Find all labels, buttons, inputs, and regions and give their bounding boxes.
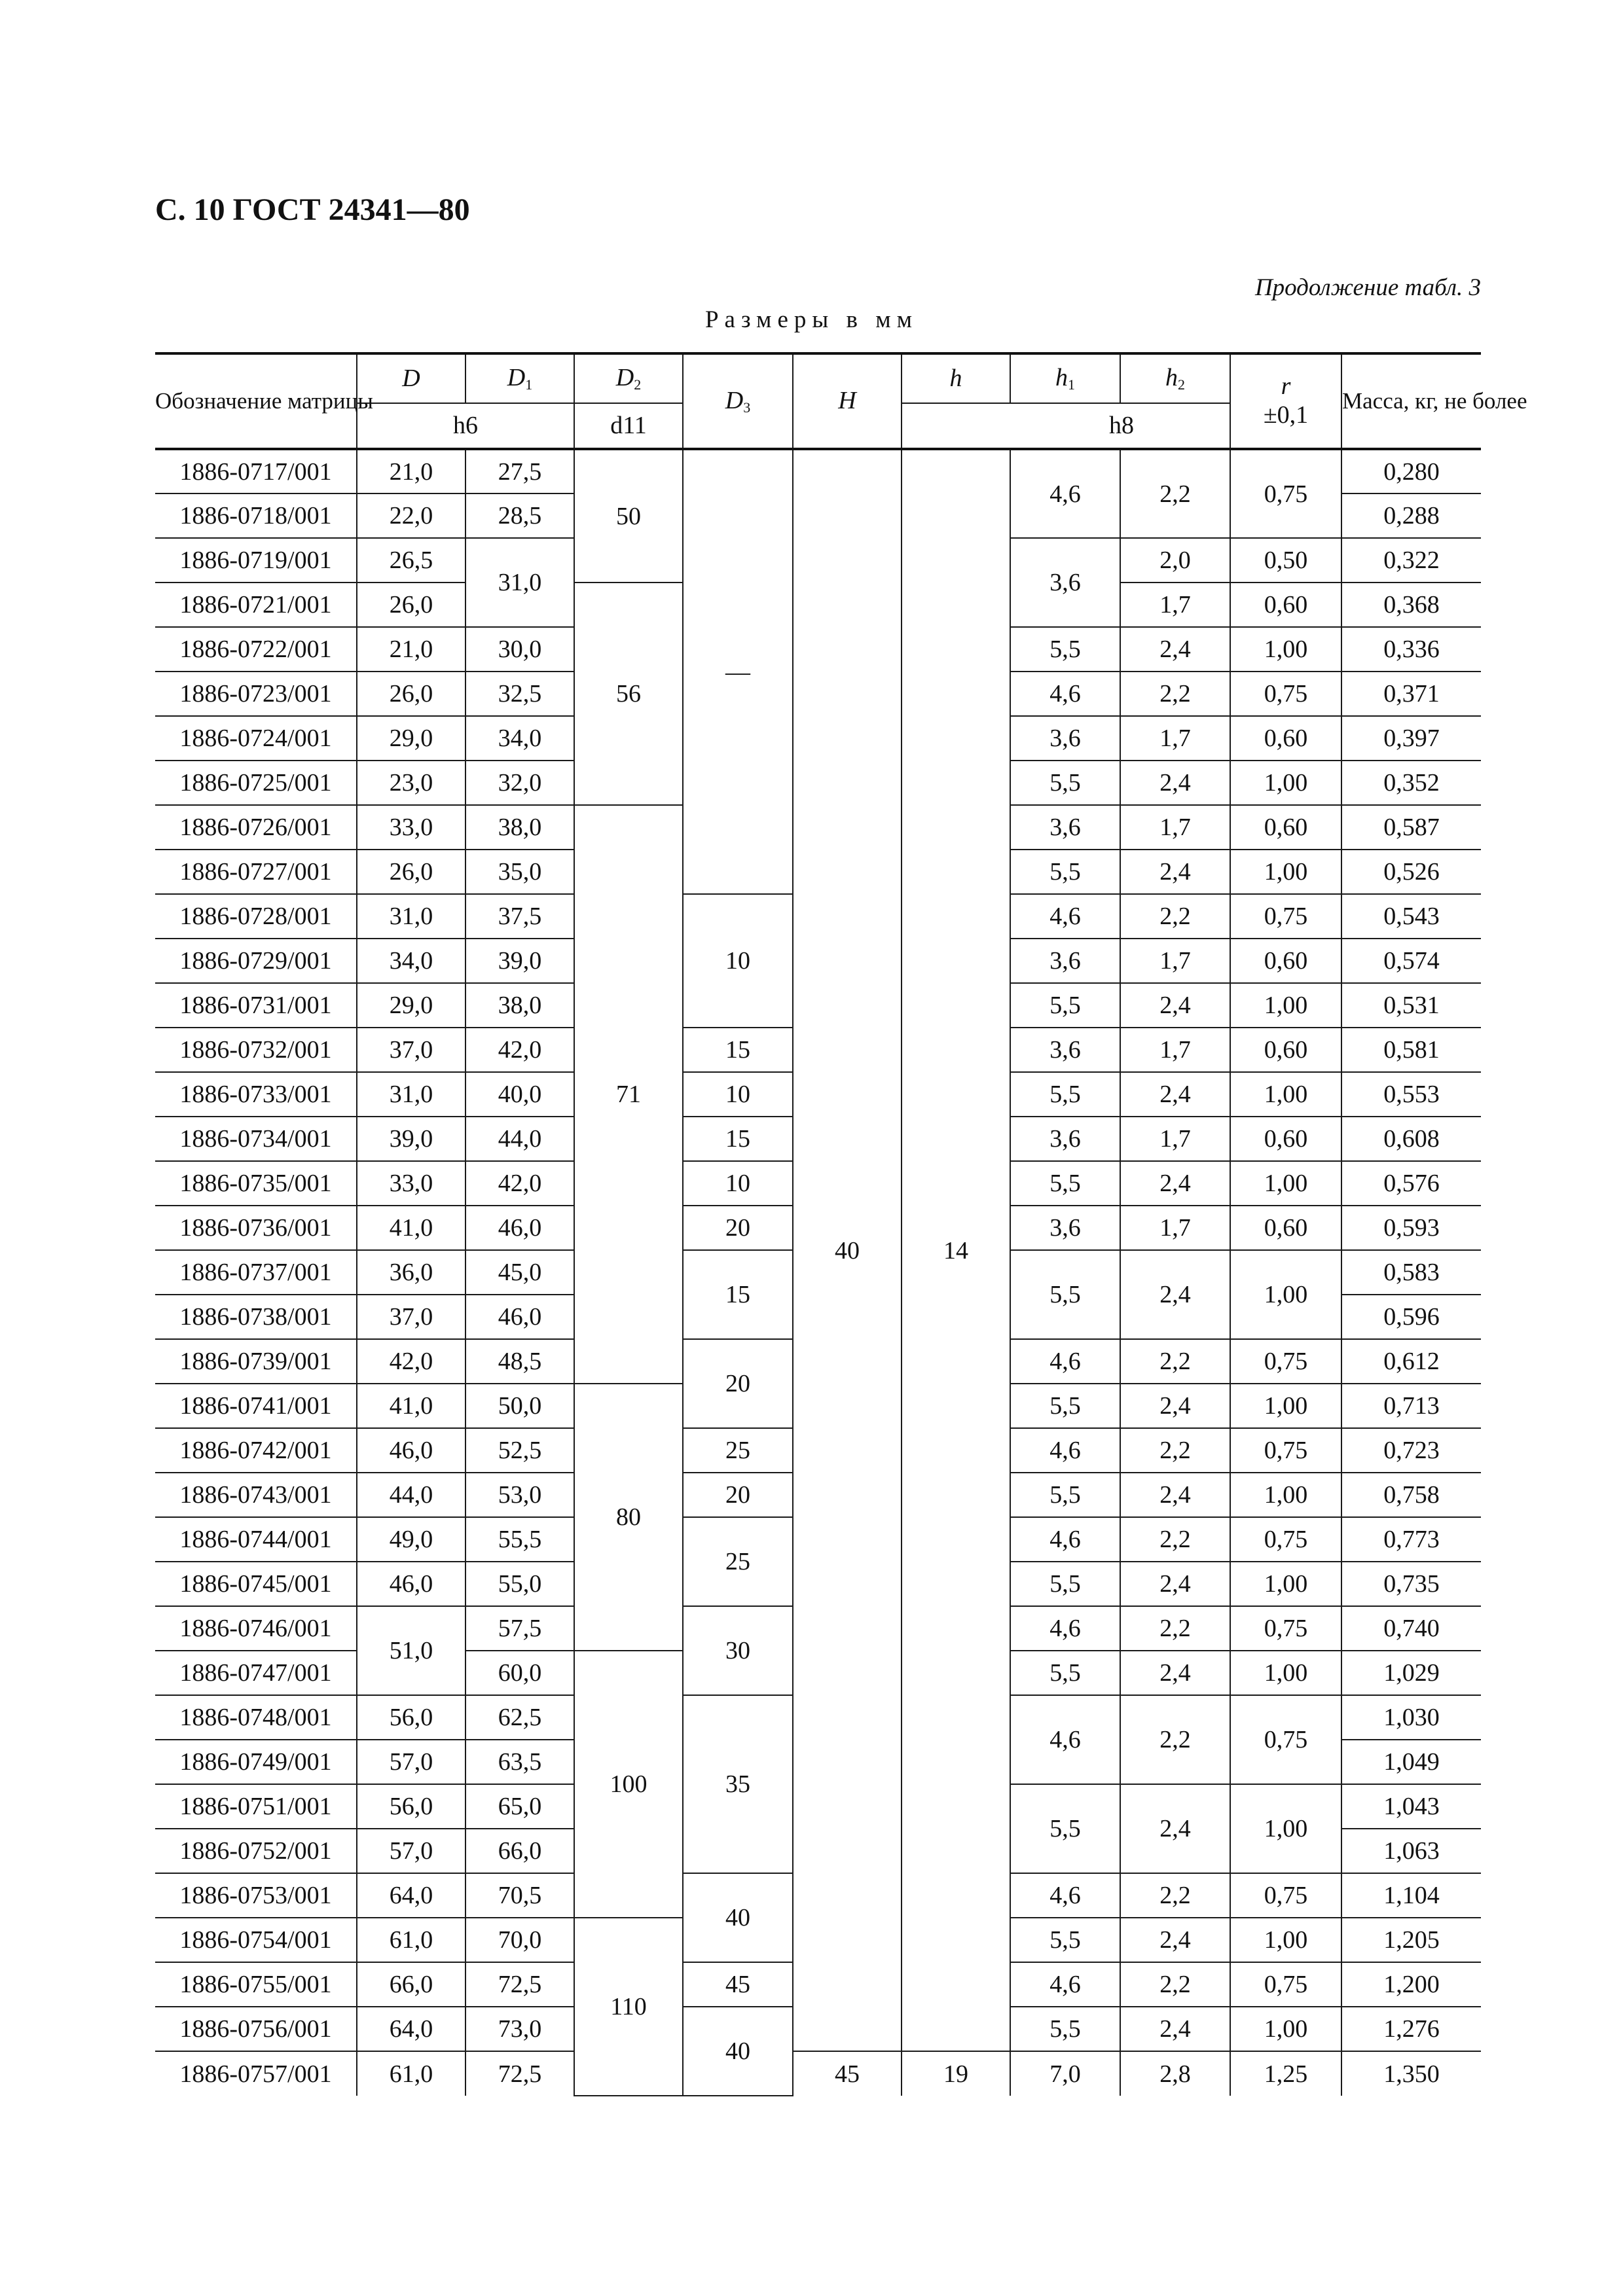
cell-h1: 3,6 [1010,716,1120,761]
cell-D: 36,0 [357,1250,465,1295]
cell-h2: 2,4 [1120,1918,1230,1962]
units-caption: Размеры в мм [704,306,919,333]
cell-h2: 2,4 [1120,1562,1230,1606]
cell-h2: 2,4 [1120,1250,1230,1339]
cell-h2: 2,4 [1120,1784,1230,1873]
cell-D1: 39,0 [465,939,574,983]
cell-h2: 2,4 [1120,983,1230,1028]
cell-D: 31,0 [357,894,465,939]
cell-h2: 1,7 [1120,1028,1230,1072]
cell-designation: 1886-0753/001 [155,1873,357,1918]
cell-D1: 40,0 [465,1072,574,1117]
cell-h2: 2,2 [1120,1517,1230,1562]
cell-D: 51,0 [357,1606,465,1695]
header-tolerance-h8: h8 [902,403,1341,449]
cell-D1: 66,0 [465,1829,574,1873]
cell-h1: 4,6 [1010,1962,1120,2007]
cell-r: 1,00 [1230,850,1341,894]
cell-D: 41,0 [357,1206,465,1250]
cell-designation: 1886-0733/001 [155,1072,357,1117]
cell-h2: 2,2 [1120,449,1230,538]
cell-designation: 1886-0737/001 [155,1250,357,1295]
cell-D1: 55,0 [465,1562,574,1606]
cell-h1: 4,6 [1010,1517,1120,1562]
cell-D3: 15 [683,1028,793,1072]
cell-r: 1,00 [1230,1651,1341,1695]
cell-mass: 0,576 [1341,1161,1481,1206]
cell-D3: 40 [683,2007,793,2096]
cell-r: 1,00 [1230,761,1341,805]
cell-D: 33,0 [357,805,465,850]
cell-designation: 1886-0754/001 [155,1918,357,1962]
cell-h1: 5,5 [1010,1384,1120,1428]
cell-D1: 42,0 [465,1161,574,1206]
header-D1: $D_1$ [465,353,574,403]
cell-r: 0,75 [1230,672,1341,716]
cell-r: 0,75 [1230,449,1341,538]
cell-h1: 4,6 [1010,1428,1120,1473]
table-body [155,449,1481,2096]
cell-D1: 34,0 [465,716,574,761]
cell-mass: 1,350 [1341,2051,1481,2096]
cell-h2: 2,2 [1120,672,1230,716]
cell-h1: 3,6 [1010,805,1120,850]
cell-D1: 73,0 [465,2007,574,2051]
cell-designation: 1886-0729/001 [155,939,357,983]
header-D: D [357,353,465,403]
cell-h1: 5,5 [1010,1473,1120,1517]
header-h1: $h_1$ [1010,353,1120,403]
cell-h2: 2,2 [1120,894,1230,939]
cell-D3: 10 [683,894,793,1028]
dimensions-table [155,352,1527,2096]
header-tolerance-h6: h6 [357,403,574,449]
cell-r: 1,00 [1230,1384,1341,1428]
cell-D3: 35 [683,1695,793,1873]
cell-D1: 52,5 [465,1428,574,1473]
cell-r: 0,75 [1230,1962,1341,2007]
cell-designation: 1886-0756/001 [155,2007,357,2051]
cell-mass: 0,773 [1341,1517,1481,1562]
cell-mass: 0,581 [1341,1028,1481,1072]
cell-D2: 71 [574,805,683,1384]
cell-D1: 38,0 [465,805,574,850]
cell-r: 1,00 [1230,1918,1341,1962]
cell-designation: 1886-0719/001 [155,538,357,583]
cell-mass: 1,043 [1341,1784,1481,1829]
cell-designation: 1886-0739/001 [155,1339,357,1384]
cell-r: 1,00 [1230,627,1341,672]
cell-mass: 0,587 [1341,805,1481,850]
cell-h2: 2,4 [1120,1473,1230,1517]
cell-r: 1,00 [1230,1072,1341,1117]
cell-D: 26,0 [357,850,465,894]
cell-h1: 3,6 [1010,538,1120,627]
cell-D: 57,0 [357,1829,465,1873]
cell-D: 44,0 [357,1473,465,1517]
cell-D: 37,0 [357,1028,465,1072]
cell-D: 64,0 [357,2007,465,2051]
cell-h2: 2,2 [1120,1428,1230,1473]
cell-D1: 70,5 [465,1873,574,1918]
cell-D: 64,0 [357,1873,465,1918]
cell-h1: 4,6 [1010,672,1120,716]
cell-D: 33,0 [357,1161,465,1206]
cell-designation: 1886-0752/001 [155,1829,357,1873]
cell-r: 1,00 [1230,1784,1341,1873]
cell-h2: 2,4 [1120,627,1230,672]
cell-r: 0,75 [1230,1517,1341,1562]
cell-h1: 3,6 [1010,1117,1120,1161]
cell-D3: 45 [683,1962,793,2007]
cell-h2: 1,7 [1120,939,1230,983]
cell-D1: 48,5 [465,1339,574,1384]
cell-h1: 5,5 [1010,761,1120,805]
cell-mass: 0,288 [1341,493,1481,538]
cell-h1: 7,0 [1010,2051,1120,2096]
header-D2: $D_2$ [574,353,683,403]
cell-D3: 40 [683,1873,793,1962]
cell-designation: 1886-0744/001 [155,1517,357,1562]
cell-D1: 38,0 [465,983,574,1028]
cell-designation: 1886-0727/001 [155,850,357,894]
cell-h2: 2,2 [1120,1962,1230,2007]
cell-designation: 1886-0736/001 [155,1206,357,1250]
header-designation: Обозначение матрицы [155,353,357,449]
cell-D1: 46,0 [465,1206,574,1250]
header-D3: $D_3$ [683,353,793,449]
cell-designation: 1886-0738/001 [155,1295,357,1339]
cell-mass: 0,758 [1341,1473,1481,1517]
cell-D2: 56 [574,583,683,805]
cell-D2: 80 [574,1384,683,1651]
cell-h2: 2,4 [1120,1384,1230,1428]
cell-r: 1,00 [1230,983,1341,1028]
cell-D1: 55,5 [465,1517,574,1562]
cell-H: 40 [793,449,902,2051]
cell-r: 0,50 [1230,538,1341,583]
cell-D1: 28,5 [465,493,574,538]
cell-mass: 0,740 [1341,1606,1481,1651]
cell-h2: 2,4 [1120,1072,1230,1117]
cell-mass: 0,280 [1341,449,1481,493]
cell-designation: 1886-0746/001 [155,1606,357,1651]
table-row [155,449,1481,493]
cell-D1: 46,0 [465,1295,574,1339]
cell-h1: 4,6 [1010,1606,1120,1651]
cell-r: 0,60 [1230,716,1341,761]
cell-h1: 4,6 [1010,1695,1120,1784]
cell-designation: 1886-0721/001 [155,583,357,627]
cell-D1: 35,0 [465,850,574,894]
cell-h1: 5,5 [1010,850,1120,894]
cell-designation: 1886-0725/001 [155,761,357,805]
cell-D3: 15 [683,1250,793,1339]
cell-D3: 20 [683,1473,793,1517]
cell-D3: 10 [683,1072,793,1117]
cell-r: 0,60 [1230,1206,1341,1250]
cell-h1: 5,5 [1010,1784,1120,1873]
cell-designation: 1886-0748/001 [155,1695,357,1740]
cell-mass: 1,200 [1341,1962,1481,2007]
cell-D: 61,0 [357,1918,465,1962]
cell-D: 49,0 [357,1517,465,1562]
cell-D1: 65,0 [465,1784,574,1829]
cell-D: 23,0 [357,761,465,805]
cell-D: 26,0 [357,672,465,716]
page-title: С. 10 ГОСТ 24341—80 [155,192,470,227]
cell-r: 1,00 [1230,1250,1341,1339]
cell-h1: 5,5 [1010,1651,1120,1695]
cell-h1: 5,5 [1010,1562,1120,1606]
cell-designation: 1886-0728/001 [155,894,357,939]
cell-designation: 1886-0734/001 [155,1117,357,1161]
cell-h1: 5,5 [1010,627,1120,672]
cell-h2: 2,2 [1120,1695,1230,1784]
cell-D1: 45,0 [465,1250,574,1295]
cell-r: 0,75 [1230,1873,1341,1918]
cell-mass: 0,322 [1341,538,1481,583]
cell-D3: 25 [683,1428,793,1473]
cell-D3: 10 [683,1161,793,1206]
cell-r: 0,75 [1230,1606,1341,1651]
header-h: h [902,353,1010,403]
cell-h2: 1,7 [1120,716,1230,761]
cell-h2: 2,4 [1120,850,1230,894]
cell-h: 19 [902,2051,1010,2096]
cell-h1: 4,6 [1010,1339,1120,1384]
header-tolerance-d11: d11 [574,403,683,449]
cell-h2: 2,2 [1120,1606,1230,1651]
header-H: H [793,353,902,449]
cell-h1: 3,6 [1010,939,1120,983]
cell-mass: 0,735 [1341,1562,1481,1606]
cell-r: 0,75 [1230,1695,1341,1784]
cell-D1: 50,0 [465,1384,574,1428]
cell-D: 26,5 [357,538,465,583]
header-h2: $h_2$ [1120,353,1230,403]
table-continuation-note: Продолжение табл. 3 [1254,274,1481,301]
cell-mass: 0,531 [1341,983,1481,1028]
cell-mass: 0,612 [1341,1339,1481,1384]
cell-h1: 5,5 [1010,1161,1120,1206]
cell-mass: 0,397 [1341,716,1481,761]
cell-D1: 27,5 [465,449,574,493]
cell-h2: 1,7 [1120,1117,1230,1161]
cell-D: 57,0 [357,1740,465,1784]
cell-mass: 0,352 [1341,761,1481,805]
cell-mass: 0,596 [1341,1295,1481,1339]
cell-h: 14 [902,449,1010,2051]
cell-mass: 0,553 [1341,1072,1481,1117]
cell-designation: 1886-0751/001 [155,1784,357,1829]
cell-h2: 2,8 [1120,2051,1230,2096]
cell-D1: 63,5 [465,1740,574,1784]
cell-D2: 110 [574,1918,683,2096]
cell-mass: 0,723 [1341,1428,1481,1473]
cell-r: 0,75 [1230,1428,1341,1473]
cell-mass: 0,336 [1341,627,1481,672]
cell-D: 41,0 [357,1384,465,1428]
cell-h1: 3,6 [1010,1028,1120,1072]
cell-D: 34,0 [357,939,465,983]
cell-D: 21,0 [357,627,465,672]
cell-D1: 30,0 [465,627,574,672]
cell-designation: 1886-0742/001 [155,1428,357,1473]
cell-D1: 62,5 [465,1695,574,1740]
cell-designation: 1886-0723/001 [155,672,357,716]
cell-D: 61,0 [357,2051,465,2096]
header-r: r ±0,1 [1230,353,1341,449]
cell-r: 1,00 [1230,1562,1341,1606]
cell-D: 56,0 [357,1784,465,1829]
cell-r: 0,75 [1230,1339,1341,1384]
cell-mass: 1,030 [1341,1695,1481,1740]
cell-mass: 0,543 [1341,894,1481,939]
cell-D: 29,0 [357,716,465,761]
cell-r: 1,00 [1230,1161,1341,1206]
cell-designation: 1886-0747/001 [155,1651,357,1695]
cell-h1: 5,5 [1010,1918,1120,1962]
cell-h2: 2,2 [1120,1339,1230,1384]
cell-D: 42,0 [357,1339,465,1384]
cell-D1: 44,0 [465,1117,574,1161]
cell-D1: 37,5 [465,894,574,939]
cell-designation: 1886-0717/001 [155,449,357,493]
cell-h2: 1,7 [1120,1206,1230,1250]
cell-mass: 1,049 [1341,1740,1481,1784]
cell-D1: 60,0 [465,1651,574,1695]
cell-h2: 2,2 [1120,1873,1230,1918]
cell-designation: 1886-0718/001 [155,493,357,538]
cell-mass: 1,276 [1341,2007,1481,2051]
cell-designation: 1886-0722/001 [155,627,357,672]
cell-h2: 1,7 [1120,805,1230,850]
cell-r: 0,60 [1230,1117,1341,1161]
cell-designation: 1886-0726/001 [155,805,357,850]
cell-h1: 4,6 [1010,449,1120,538]
cell-h2: 2,4 [1120,2007,1230,2051]
cell-h1: 5,5 [1010,1250,1120,1339]
cell-D: 29,0 [357,983,465,1028]
cell-D2: 50 [574,449,683,583]
cell-r: 0,75 [1230,894,1341,939]
cell-D: 31,0 [357,1072,465,1117]
cell-h1: 5,5 [1010,2007,1120,2051]
cell-r: 1,00 [1230,2007,1341,2051]
cell-h2: 1,7 [1120,583,1230,627]
cell-D3: 20 [683,1206,793,1250]
cell-designation: 1886-0732/001 [155,1028,357,1072]
cell-r: 0,60 [1230,583,1341,627]
cell-D: 26,0 [357,583,465,627]
cell-mass: 1,104 [1341,1873,1481,1918]
cell-r: 0,60 [1230,805,1341,850]
cell-h1: 3,6 [1010,1206,1120,1250]
cell-D1: 31,0 [465,538,574,627]
cell-D1: 57,5 [465,1606,574,1651]
cell-mass: 0,368 [1341,583,1481,627]
cell-designation: 1886-0743/001 [155,1473,357,1517]
cell-h2: 2,4 [1120,1651,1230,1695]
cell-D: 46,0 [357,1428,465,1473]
cell-D3: 15 [683,1117,793,1161]
cell-mass: 0,608 [1341,1117,1481,1161]
cell-D: 37,0 [357,1295,465,1339]
cell-h2: 2,0 [1120,538,1230,583]
cell-D2: 100 [574,1651,683,1918]
cell-h1: 4,6 [1010,1873,1120,1918]
cell-mass: 0,526 [1341,850,1481,894]
cell-designation: 1886-0755/001 [155,1962,357,2007]
cell-D3: 30 [683,1606,793,1695]
header-mass: Масса, кг, не более [1341,353,1481,449]
cell-D1: 70,0 [465,1918,574,1962]
cell-D: 56,0 [357,1695,465,1740]
cell-h2: 2,4 [1120,761,1230,805]
cell-D: 22,0 [357,493,465,538]
cell-D1: 53,0 [465,1473,574,1517]
cell-mass: 0,713 [1341,1384,1481,1428]
cell-mass: 1,205 [1341,1918,1481,1962]
cell-D1: 32,5 [465,672,574,716]
cell-designation: 1886-0735/001 [155,1161,357,1206]
table-row [155,2051,1481,2096]
cell-H: 45 [793,2051,902,2096]
cell-designation: 1886-0741/001 [155,1384,357,1428]
cell-h2: 2,4 [1120,1161,1230,1206]
cell-designation: 1886-0749/001 [155,1740,357,1784]
cell-D1: 72,5 [465,1962,574,2007]
cell-mass: 0,583 [1341,1250,1481,1295]
cell-D: 39,0 [357,1117,465,1161]
cell-mass: 0,593 [1341,1206,1481,1250]
cell-r: 0,60 [1230,1028,1341,1072]
cell-D: 21,0 [357,449,465,493]
cell-D1: 72,5 [465,2051,574,2096]
cell-mass: 0,371 [1341,672,1481,716]
cell-mass: 1,029 [1341,1651,1481,1695]
cell-mass: 0,574 [1341,939,1481,983]
cell-designation: 1886-0724/001 [155,716,357,761]
cell-r: 1,00 [1230,1473,1341,1517]
cell-h1: 5,5 [1010,1072,1120,1117]
cell-D3: — [683,449,793,894]
cell-designation: 1886-0757/001 [155,2051,357,2096]
cell-D3: 25 [683,1517,793,1606]
cell-D3: 20 [683,1339,793,1428]
cell-h1: 5,5 [1010,983,1120,1028]
cell-r: 1,25 [1230,2051,1341,2096]
cell-designation: 1886-0745/001 [155,1562,357,1606]
cell-designation: 1886-0731/001 [155,983,357,1028]
cell-D: 66,0 [357,1962,465,2007]
cell-D: 46,0 [357,1562,465,1606]
cell-r: 0,60 [1230,939,1341,983]
cell-mass: 1,063 [1341,1829,1481,1873]
cell-h1: 4,6 [1010,894,1120,939]
cell-D1: 32,0 [465,761,574,805]
cell-D1: 42,0 [465,1028,574,1072]
